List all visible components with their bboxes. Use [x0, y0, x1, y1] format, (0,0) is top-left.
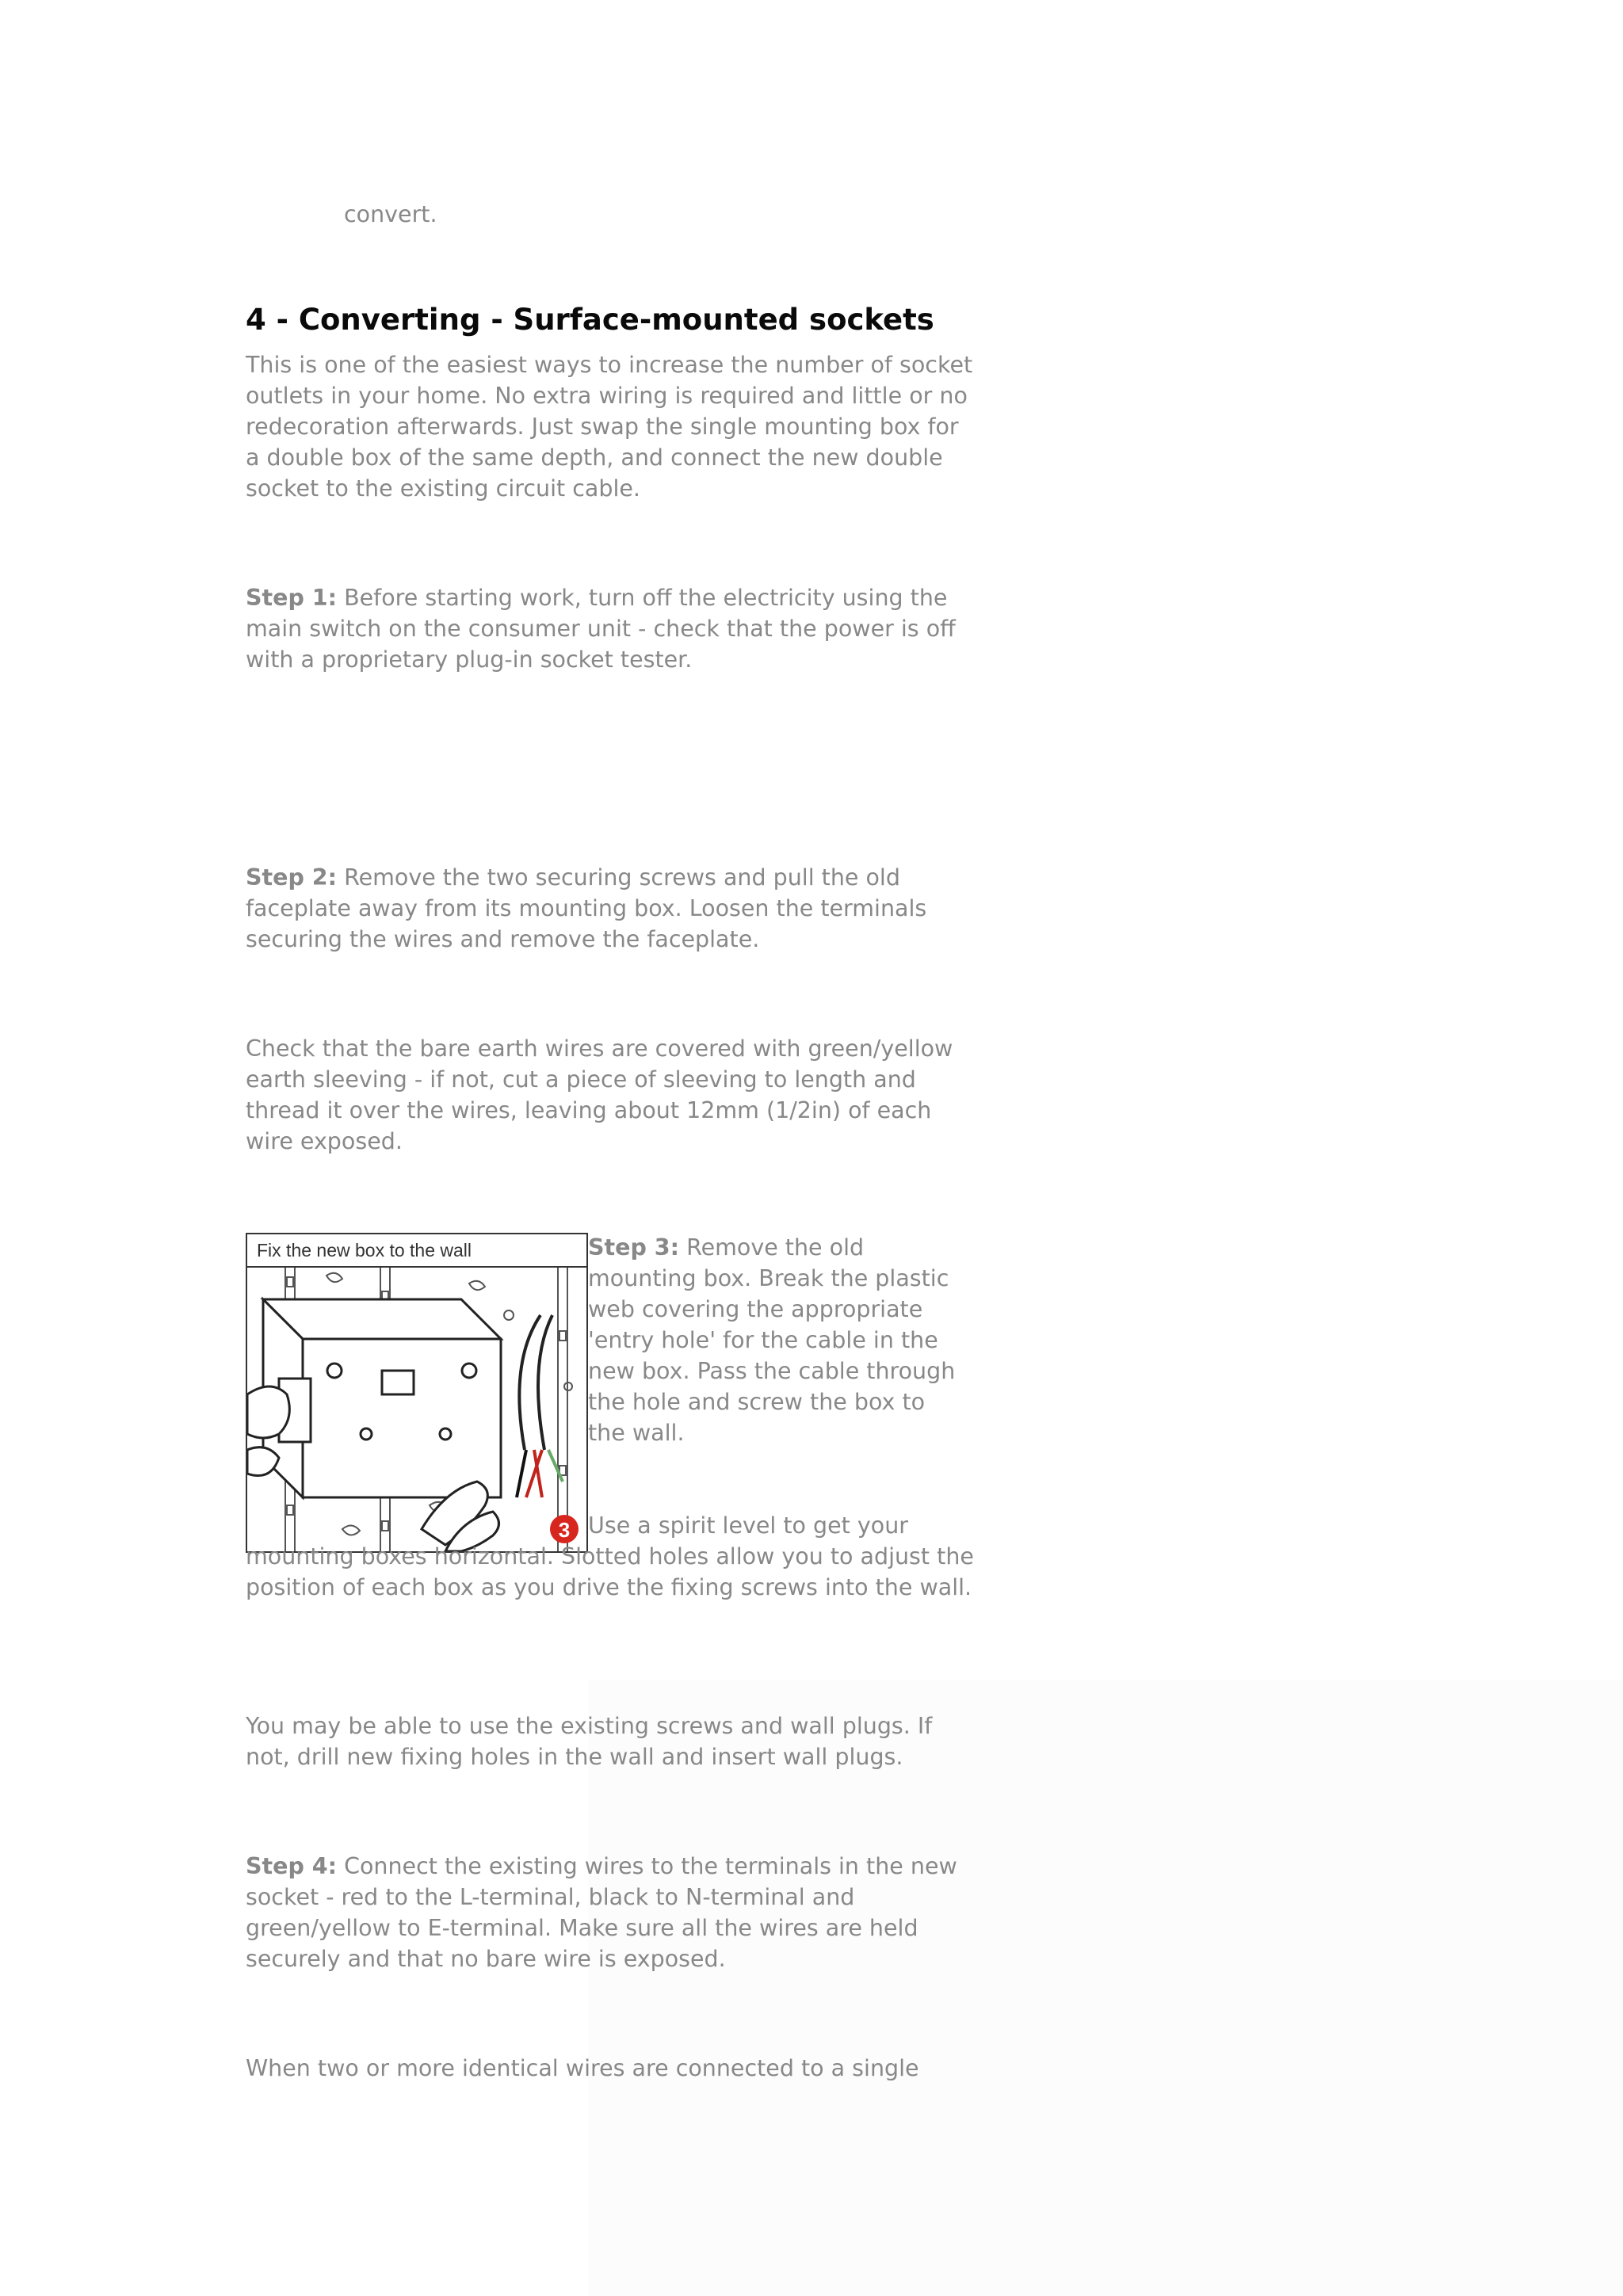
step-4-text: Connect the existing wires to the terminals in the new socket - red to the L-terminal, black to N-terminal and green/yellow to E-terminal. Make sure all the wires are held securely and that no bare wire is exposed.	[246, 1853, 957, 1972]
step-2-text: Remove the two securing screws and pull the old faceplate away from its mounting box. Loosen the terminals securing the wires and remove the faceplate.	[246, 864, 927, 952]
step-3-text: Remove the old mounting box. Break the plastic web covering the appropriate 'entry hole' for the cable in the new box. Pass the cable through the hole and screw the box to the wall.	[588, 1234, 956, 1446]
step-3-label: Step 3:	[588, 1234, 680, 1261]
circuit-cable	[517, 1315, 563, 1497]
step-3-paragraph	[588, 1232, 960, 1448]
earth-sleeving-note: Check that the bare earth wires are covered with green/yellow earth sleeving - if not, cut a piece of sleeving to length and thread it over the wires, leaving about 12mm (1/2in) of each wire exposed.	[246, 1035, 953, 1154]
figure-caption: Fix the new box to the wall	[247, 1234, 586, 1268]
step-1-text: Before starting work, turn off the electricity using the main switch on the consumer unit - check that the power is off with a proprietary plug-in socket tester.	[246, 585, 956, 673]
step-4-label: Step 4:	[246, 1853, 338, 1879]
double-mounting-box	[263, 1299, 501, 1497]
step-2-paragraph	[246, 862, 975, 955]
step-1-label: Step 1:	[246, 585, 338, 611]
identical-wires-note: When two or more identical wires are connected to a single	[246, 2055, 919, 2081]
step-badge-number: 3	[558, 1518, 571, 1542]
intro-paragraph: This is one of the easiest ways to increase the number of socket outlets in your home. No extra wiring is required and little or no redecoration afterwards. Just swap the single mounting box for a double box of the same depth, and connect the new double socket to the existing circuit cable.	[246, 352, 973, 502]
step-2-label: Step 2:	[246, 864, 338, 891]
step-1-paragraph	[246, 582, 975, 675]
continued-text: convert.	[344, 201, 437, 227]
existing-screws-note: You may be able to use the existing screws and wall plugs. If not, drill new fixing holes in the wall and insert wall plugs.	[246, 1713, 933, 1770]
spirit-level-note: Use a spirit level to get your mounting boxes horizontal. Slotted holes allow you to adjust the position of each box as you drive the fixing screws into the wall.	[246, 1512, 974, 1600]
step-3-illustration	[246, 1233, 588, 1553]
section-heading: 4 - Converting - Surface-mounted sockets	[246, 303, 934, 337]
step-4-paragraph	[246, 1851, 975, 1974]
mounting-box-drawing	[247, 1268, 586, 1551]
